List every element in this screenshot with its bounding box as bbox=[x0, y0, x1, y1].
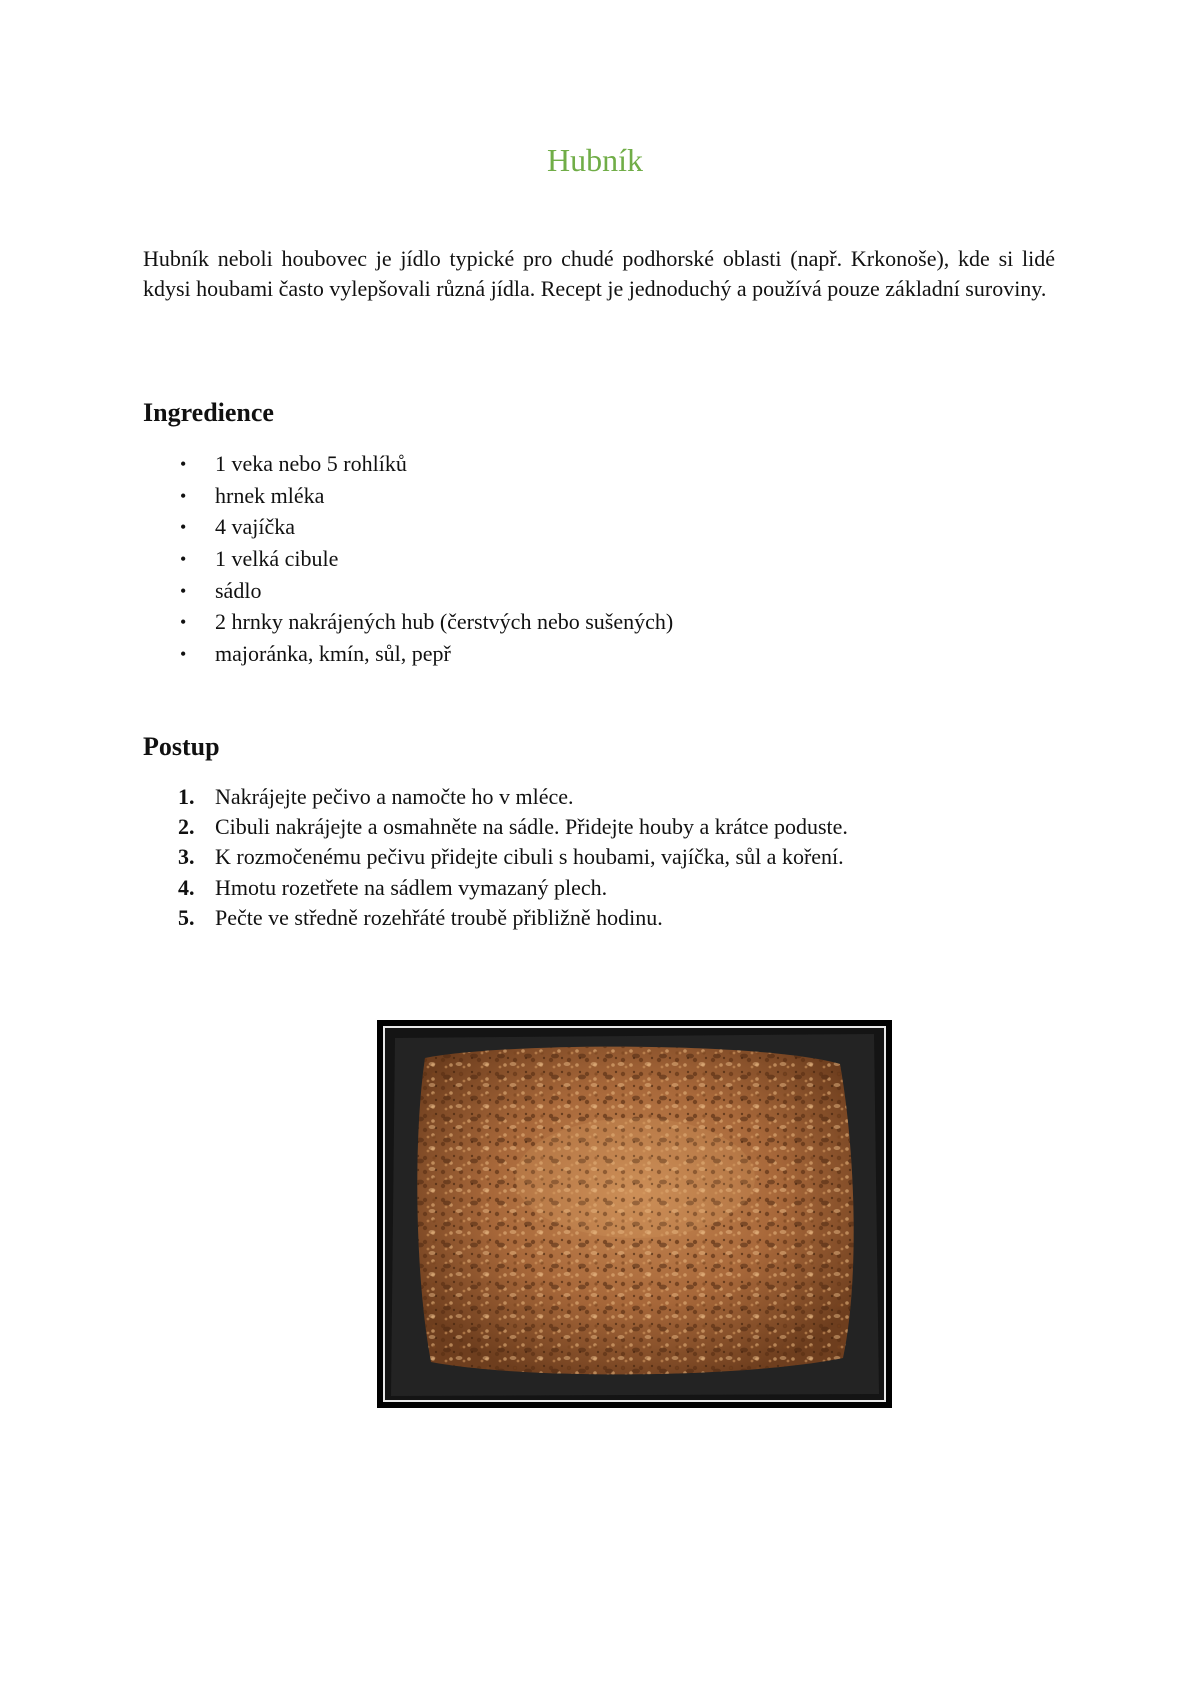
recipe-photo bbox=[383, 1026, 886, 1402]
list-item bbox=[0, 576, 1190, 608]
list-item bbox=[0, 512, 1190, 544]
ingredient-text: sádlo bbox=[215, 577, 262, 603]
step-text: Nakrájejte pečivo a namočte ho v mléce. bbox=[215, 784, 574, 809]
ingredient-text: 1 veka nebo 5 rohlíků bbox=[215, 451, 407, 476]
bullet-icon: • bbox=[180, 549, 187, 570]
step-number: 4. bbox=[178, 874, 195, 900]
intro-paragraph: Hubník neboli houbovec je jídlo typické pro chudé podhorské oblasti (např. Krkonoše), kde si lidé kdysi houbami často vylepšovali různá jídla. Recept je jednoduchý a používá pouze základní suroviny. bbox=[143, 246, 1055, 301]
ingredient-text: majoránka, kmín, sůl, pepř bbox=[215, 641, 451, 667]
list-item bbox=[0, 449, 1190, 481]
steps-heading: Postup bbox=[143, 732, 220, 761]
list-item bbox=[0, 812, 1190, 842]
step-text: Hmotu rozetřete na sádlem vymazaný plech. bbox=[215, 874, 608, 900]
hubnik-photo-illustration bbox=[385, 1028, 884, 1400]
bullet-icon: • bbox=[180, 612, 187, 633]
list-item bbox=[0, 544, 1190, 576]
recipe-photo-frame bbox=[377, 1020, 892, 1408]
ingredient-text: 1 velká cibule bbox=[215, 546, 339, 572]
step-text: K rozmočenému pečivu přidejte cibuli s houbami, vajíčka, sůl a koření. bbox=[215, 844, 844, 870]
ingredient-text: 4 vajíčka bbox=[215, 514, 296, 540]
step-number: 3. bbox=[178, 844, 195, 870]
list-item bbox=[0, 481, 1190, 513]
bullet-icon: • bbox=[180, 580, 187, 601]
bullet-icon: • bbox=[180, 454, 187, 474]
ingredients-list bbox=[0, 449, 1190, 671]
list-item bbox=[0, 903, 1190, 933]
step-text: Cibuli nakrájejte a osmahněte na sádle. Přidejte houby a krátce poduste. bbox=[215, 814, 848, 840]
bullet-icon: • bbox=[180, 517, 187, 538]
step-number: 5. bbox=[178, 904, 195, 930]
bullet-icon: • bbox=[180, 485, 187, 506]
ingredients-heading: Ingredience bbox=[143, 398, 274, 427]
bullet-icon: • bbox=[180, 644, 187, 665]
steps-list bbox=[0, 782, 1190, 933]
list-item bbox=[0, 782, 1190, 812]
ingredient-text: 2 hrnky nakrájených hub (čerstvých nebo sušených) bbox=[215, 609, 674, 635]
step-number: 2. bbox=[178, 814, 195, 840]
list-item bbox=[0, 842, 1190, 872]
ingredient-text: hrnek mléka bbox=[215, 482, 325, 508]
list-item bbox=[0, 607, 1190, 639]
list-item bbox=[0, 873, 1190, 903]
step-number: 1. bbox=[178, 784, 195, 809]
step-text: Pečte ve středně rozehřáté troubě přibližně hodinu. bbox=[215, 904, 663, 930]
list-item bbox=[0, 639, 1190, 671]
page-title: Hubník bbox=[547, 142, 643, 178]
